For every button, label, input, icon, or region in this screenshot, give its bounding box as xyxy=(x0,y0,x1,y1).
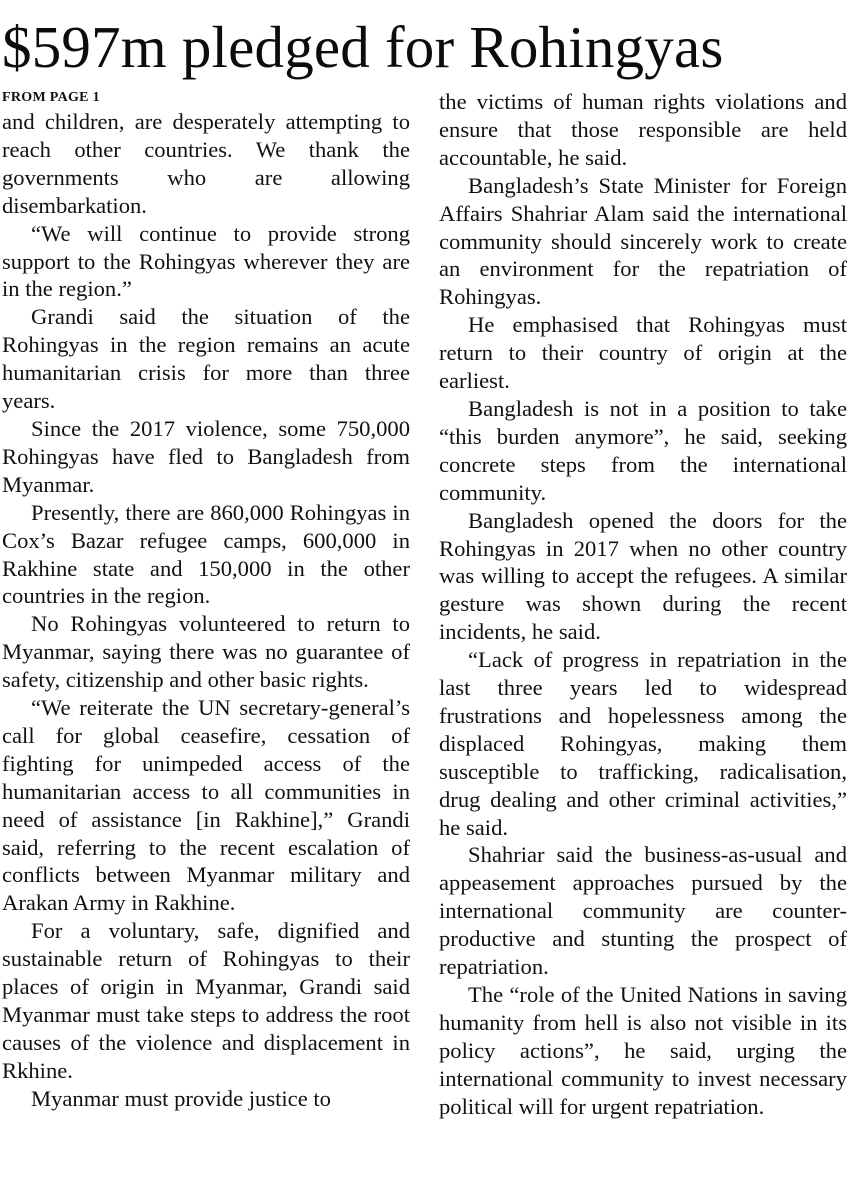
paragraph: Presently, there are 860,000 Rohingyas in Cox’s Bazar refugee camps, 600,000 in Rakhine state and 150,000 in the other countries in the region. xyxy=(2,499,410,609)
jump-label: FROM PAGE 1 xyxy=(2,90,100,105)
paragraph: He emphasised that Rohingyas must return to their country of origin at the earliest. xyxy=(439,312,847,394)
paragraph: Bangladesh’s State Minister for Foreign Affairs Shahriar Alam said the international community should sincerely work to create an environment for the repatriation of Rohingyas. xyxy=(439,172,847,310)
article-column-right xyxy=(439,88,847,1121)
headline: $597m pledged for Rohingyas xyxy=(2,14,724,80)
paragraph: Since the 2017 violence, some 750,000 Rohingyas have fled to Bangladesh from Myanmar. xyxy=(2,415,410,497)
paragraph: Bangladesh is not in a position to take “this burden anymore”, he said, seeking concrete steps from the international community. xyxy=(439,395,847,505)
paragraph: No Rohingyas volunteered to return to Myanmar, saying there was no guarantee of safety, citizenship and other basic rights. xyxy=(2,611,410,693)
paragraph: the victims of human rights violations and ensure that those responsible are held accountable, he said. xyxy=(439,89,847,170)
article-column-left xyxy=(2,88,410,1113)
paragraph: The “role of the United Nations in saving humanity from hell is also not visible in its policy actions”, he said, urging the international community to invest necessary political will for urgent repatriation. xyxy=(439,982,847,1119)
paragraph: Shahriar said the business-as-usual and appeasement approaches pursued by the international community are counter-productive and stunting the prospect of repatriation. xyxy=(439,842,847,980)
paragraph: Grandi said the situation of the Rohingyas in the region remains an acute humanitarian crisis for more than three years. xyxy=(2,304,410,414)
paragraph: Bangladesh opened the doors for the Rohingyas in 2017 when no other country was willing to accept the refugees. A similar gesture was shown during the recent incidents, he said. xyxy=(439,507,847,645)
paragraph: and children, are desperately attempting to reach other countries. We thank the governments who are allowing disembarkation. xyxy=(2,109,410,218)
paragraph: For a voluntary, safe, dignified and sustainable return of Rohingyas to their places of origin in Myanmar, Grandi said Myanmar must take steps to address the root causes of the violence and displacement in Rkhine. xyxy=(2,918,410,1083)
paragraph: “Lack of progress in repatriation in the last three years led to widespread frustrations and hopelessness among the displaced Rohingyas, making them susceptible to trafficking, radicalisation, drug dealing and other criminal activities,” he said. xyxy=(439,647,847,840)
paragraph: “We will continue to provide strong support to the Rohingyas wherever they are in the region.” xyxy=(2,220,410,302)
paragraph: “We reiterate the UN secretary-general’s call for global ceasefire, cessation of fighting for unimpeded access of the humanitarian access to all communities in need of assistance [in Rakhine],” Grandi said, referring to the recent escalation of conflicts between Myanmar military and Arakan Army in Rakhine. xyxy=(2,695,410,916)
paragraph: Myanmar must provide justice to xyxy=(31,1085,331,1111)
